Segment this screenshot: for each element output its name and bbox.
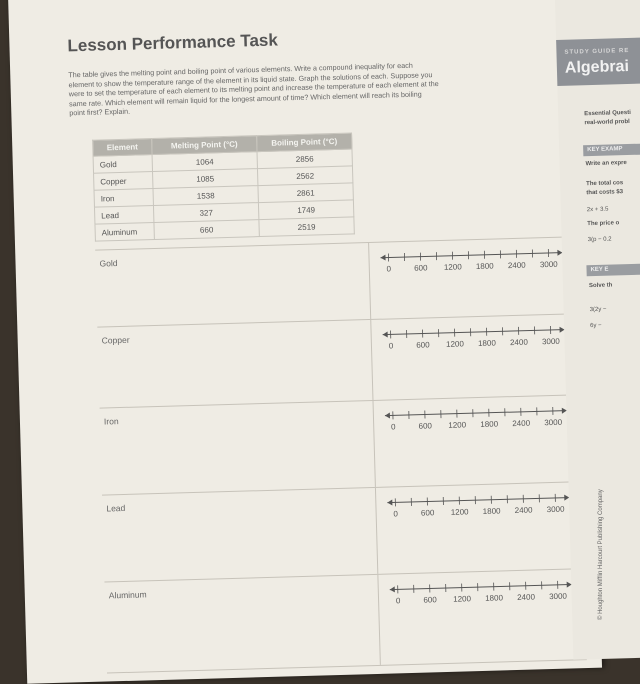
number-line — [378, 245, 569, 280]
page-title: Lesson Performance Task — [67, 30, 278, 56]
tick-label: 1200 — [451, 507, 469, 516]
tick-label: 1200 — [453, 594, 471, 603]
tick-label: 0 — [396, 596, 401, 605]
tick-label: 2400 — [510, 338, 528, 347]
example-expression: 6y − — [590, 323, 602, 329]
tick-label: 600 — [416, 340, 430, 349]
number-line — [383, 403, 574, 438]
header-boiling-point: Boiling Point (°C) — [257, 133, 352, 152]
cell-boiling: 1749 — [258, 200, 353, 220]
cell-melting: 1085 — [153, 169, 258, 189]
arrow-left-icon — [380, 255, 385, 261]
tick-label: 600 — [414, 263, 428, 272]
tick-label: 1200 — [446, 339, 464, 348]
example-expression: 2x + 3.5 — [587, 207, 609, 214]
example-text: The total cos — [586, 180, 623, 187]
tick-label: 3000 — [542, 337, 560, 346]
tick-label: 2400 — [515, 506, 533, 515]
arrow-left-icon — [383, 332, 388, 338]
tick-label: 3000 — [547, 505, 565, 514]
tick-label: 2400 — [517, 593, 535, 602]
key-example-label: KEY E — [590, 267, 608, 273]
cell-melting: 327 — [153, 203, 258, 223]
number-line-axis — [385, 411, 565, 416]
number-line — [385, 490, 576, 525]
key-example-label: KEY EXAMP — [587, 146, 622, 153]
tick-label: 0 — [389, 341, 394, 350]
number-line-axis — [390, 585, 570, 590]
example-text: Write an expre — [586, 160, 627, 167]
cell-boiling: 2856 — [257, 149, 352, 169]
number-line-axis — [387, 498, 567, 503]
work-row-copper — [97, 314, 579, 408]
cell-element: Lead — [94, 206, 153, 225]
cell-element: Gold — [93, 155, 152, 174]
tick-label: 2400 — [508, 261, 526, 270]
work-row-label: Copper — [102, 335, 130, 346]
tick-label: 1800 — [485, 593, 503, 602]
tick-label: 1800 — [478, 339, 496, 348]
tick-label: 600 — [421, 508, 435, 517]
number-line-axis — [383, 330, 563, 335]
example-text: Solve th — [589, 283, 613, 290]
work-row-gold — [95, 237, 577, 327]
number-line-axis — [381, 253, 561, 258]
study-guide-title: Algebrai — [565, 58, 629, 78]
tick-label: 1800 — [480, 419, 498, 428]
task-prompt: The table gives the melting point and boiling point of various elements. Write a compound inequality for each element to show the temperature range of the element in its liquid state. Graph the solutions of each. Suppose you were to set the temperature of each element to its melting point and increase the temperature of each element at the same rate. Which element will remain liquid for the longest amount of time? Which element will reach its boiling point first? Explain. — [68, 60, 439, 118]
header-element: Element — [93, 139, 152, 157]
tick-label: 1200 — [444, 262, 462, 271]
example-expression: 3(p − 0.2 — [588, 237, 612, 244]
tick-label: 1800 — [476, 262, 494, 271]
example-expression: 3(2y − — [590, 307, 607, 313]
essential-question: Essential Questi — [584, 110, 631, 117]
tick-label: 3000 — [549, 592, 567, 601]
arrow-left-icon — [390, 586, 395, 592]
tick-label: 1200 — [448, 420, 466, 429]
work-row-label: Gold — [99, 258, 117, 268]
example-text: that costs $3 — [586, 189, 623, 196]
cell-melting: 660 — [154, 220, 259, 240]
arrow-left-icon — [385, 413, 390, 419]
tick-label: 1800 — [483, 506, 501, 515]
tick-label: 0 — [393, 509, 398, 518]
work-area — [95, 236, 587, 673]
work-row-iron — [100, 395, 582, 495]
work-row-label: Aluminum — [109, 589, 147, 600]
number-line — [388, 577, 579, 612]
tick-label: 2400 — [512, 419, 530, 428]
work-row-lead — [102, 482, 584, 582]
header-melting-point: Melting Point (°C) — [152, 136, 257, 155]
tick-label: 3000 — [540, 260, 558, 269]
work-row-aluminum — [104, 569, 586, 673]
tick-label: 0 — [386, 264, 391, 273]
number-line — [380, 322, 571, 357]
study-guide-header — [556, 37, 640, 86]
study-guide-kicker: STUDY GUIDE RE — [564, 48, 629, 56]
cell-boiling: 2562 — [257, 166, 352, 186]
tick-label: 0 — [391, 422, 396, 431]
essential-question-2: real-world probl — [584, 119, 629, 126]
example-text: The price o — [587, 220, 619, 227]
cell-melting: 1064 — [152, 152, 257, 172]
tick-label: 600 — [418, 421, 432, 430]
cell-melting: 1538 — [153, 186, 258, 206]
tick-label: 600 — [423, 595, 437, 604]
key-example-bar — [586, 263, 640, 277]
work-row-label: Lead — [106, 503, 125, 514]
elements-table — [92, 132, 355, 241]
worksheet-page — [8, 0, 602, 684]
cell-element: Aluminum — [95, 223, 154, 242]
cell-element: Iron — [94, 189, 153, 208]
cell-element: Copper — [94, 172, 153, 191]
work-row-label: Iron — [104, 416, 119, 426]
key-example-bar — [583, 143, 640, 157]
arrow-left-icon — [387, 499, 392, 505]
cell-boiling: 2519 — [259, 217, 354, 237]
publisher-credit: © Houghton Mifflin Harcourt Publishing Company — [598, 489, 604, 620]
tick-label: 3000 — [544, 418, 562, 427]
cell-boiling: 2861 — [258, 183, 353, 203]
